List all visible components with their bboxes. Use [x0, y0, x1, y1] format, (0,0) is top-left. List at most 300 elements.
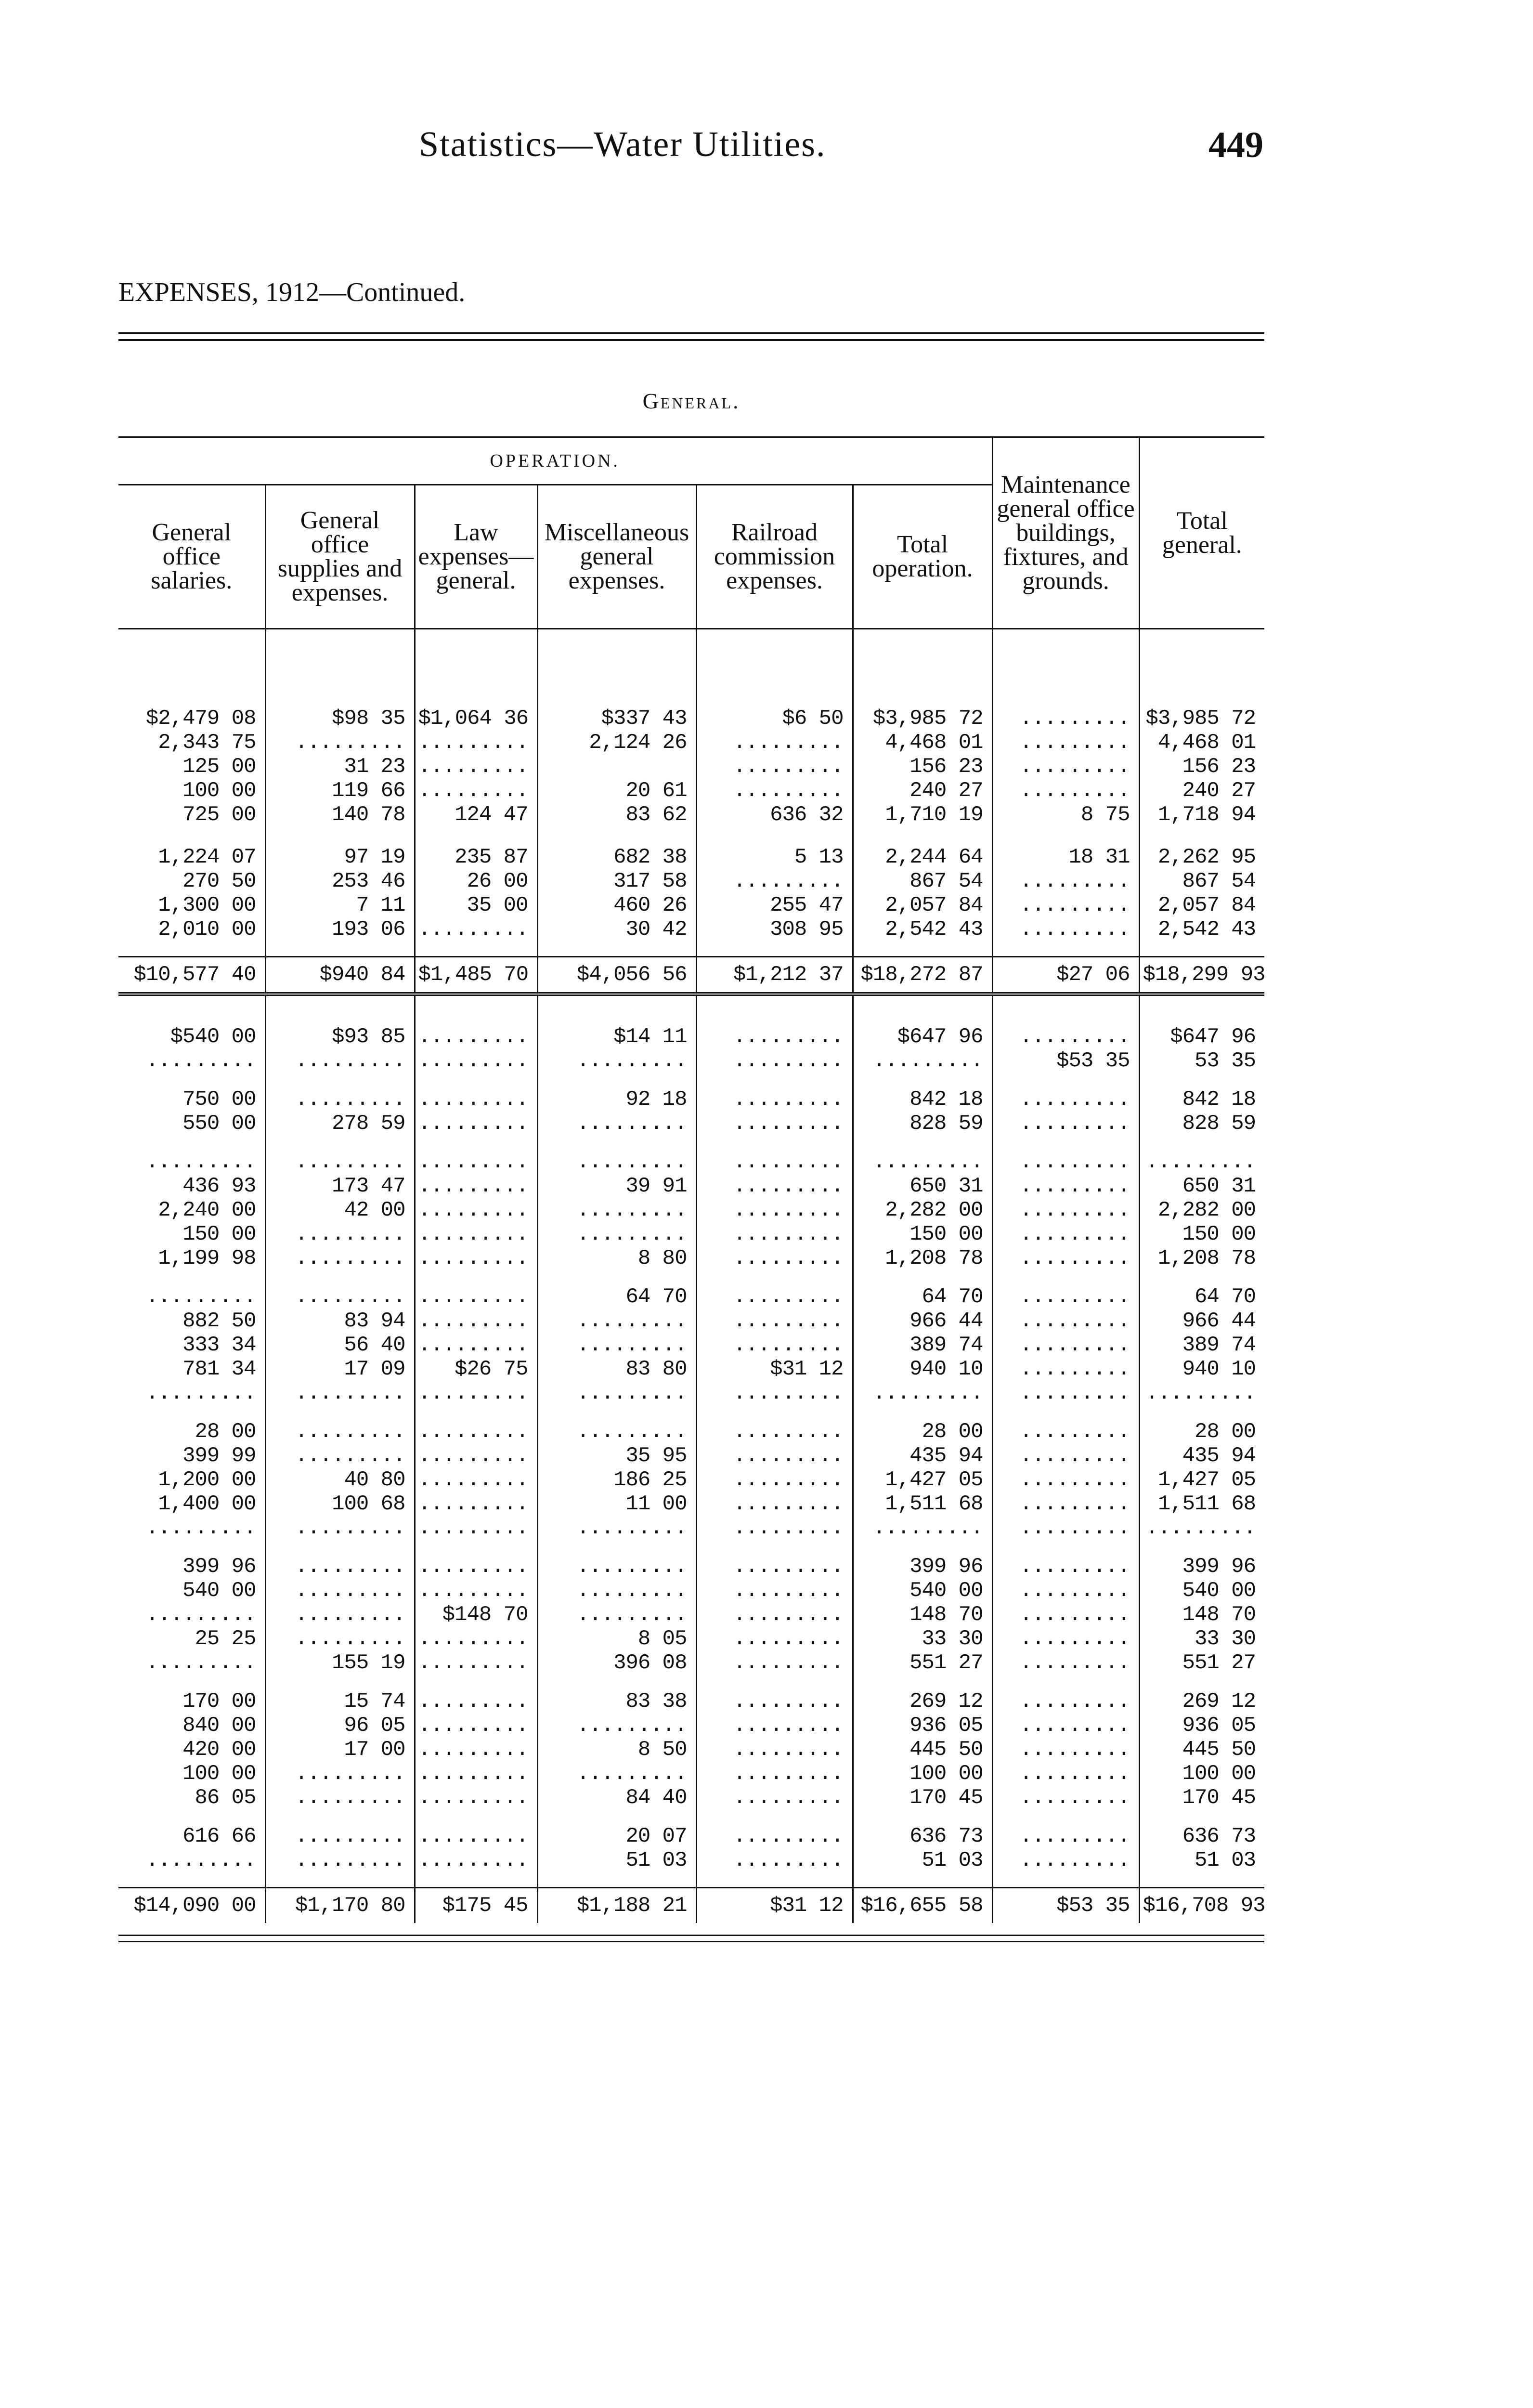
table-cell: .........	[265, 1087, 415, 1112]
table-cell: .........	[696, 1246, 853, 1270]
table-row	[118, 845, 1264, 869]
table-cell: 33 30	[1195, 1627, 1256, 1651]
table-row	[118, 1025, 1264, 1049]
table-cell: .........	[696, 1444, 853, 1468]
column-header: Railroad commission expenses.	[696, 485, 853, 629]
table-cell: 20 07	[537, 1824, 696, 1848]
table-cell: .........	[537, 1555, 696, 1579]
table-cell: .........	[696, 1087, 853, 1112]
table-row	[118, 755, 1264, 779]
table-cell: .........	[265, 1786, 415, 1810]
table-cell: $175 45	[415, 1888, 537, 1924]
table-cell: .........	[415, 1381, 537, 1405]
table-cell: .........	[992, 1333, 1139, 1357]
table-cell: 940 10	[853, 1357, 992, 1381]
table-cell: 682 38	[537, 845, 696, 869]
table-cell: 1,400 00	[118, 1492, 265, 1516]
column-header: Total general.	[1139, 437, 1264, 629]
expenses-table-wrapper	[118, 366, 1264, 1923]
table-cell: 1,224 07	[118, 845, 265, 869]
table-cell: 31 23	[265, 755, 415, 779]
table-cell: 64 70	[853, 1285, 992, 1309]
table-cell: .........	[118, 1603, 265, 1627]
table-cell: .........	[992, 1222, 1139, 1246]
table-cell: 186 25	[537, 1468, 696, 1492]
table-cell: $3,985 72	[1145, 707, 1256, 731]
table-cell: 92 18	[537, 1087, 696, 1112]
table-cell: .........	[415, 1516, 537, 1540]
table-cell: .........	[992, 731, 1139, 755]
table-row	[118, 779, 1264, 803]
table-cell: .........	[537, 1333, 696, 1357]
table-cell: 17 09	[265, 1357, 415, 1381]
table-cell: 540 00	[853, 1579, 992, 1603]
table-cell: .........	[992, 1555, 1139, 1579]
table-cell: 966 44	[1182, 1309, 1256, 1333]
table-cell: .........	[992, 1444, 1139, 1468]
caption-rule-top	[118, 332, 1264, 334]
table-cell: .........	[118, 1049, 265, 1073]
table-cell: .........	[537, 1222, 696, 1246]
table-cell: 170 00	[118, 1689, 265, 1714]
table-cell: 2,542 43	[853, 917, 992, 942]
table-cell: $53 35	[992, 1888, 1139, 1924]
table-row	[118, 1198, 1264, 1222]
table-cell: 51 03	[1195, 1848, 1256, 1872]
table-cell: 148 70	[1182, 1603, 1256, 1627]
table-cell: 124 47	[415, 803, 537, 827]
table-cell: 399 96	[853, 1555, 992, 1579]
table-cell: .........	[696, 1786, 853, 1810]
table-cell: 650 31	[853, 1174, 992, 1198]
table-cell: .........	[1145, 1150, 1256, 1174]
table-cell: 15 74	[265, 1689, 415, 1714]
table-cell: .........	[853, 1381, 992, 1405]
table-row	[118, 1762, 1264, 1786]
table-row	[118, 1150, 1264, 1174]
table-cell: 150 00	[118, 1222, 265, 1246]
table-cell: 867 54	[1182, 869, 1256, 893]
table-row	[118, 1444, 1264, 1468]
table-cell: .........	[415, 1309, 537, 1333]
table-cell: $26 75	[415, 1357, 537, 1381]
table-cell: .........	[118, 1381, 265, 1405]
table-cell: .........	[537, 1714, 696, 1738]
table-cell: $98 35	[265, 707, 415, 731]
table-cell: .........	[696, 1420, 853, 1444]
column-header: Miscellaneous general expenses.	[537, 485, 696, 629]
table-cell: 5 13	[696, 845, 853, 869]
table-cell: 83 38	[537, 1689, 696, 1714]
table-cell: 35 95	[537, 1444, 696, 1468]
table-cell: .........	[415, 1738, 537, 1762]
table-cell: 35 00	[415, 893, 537, 917]
table-row	[118, 1420, 1264, 1444]
table-cell: .........	[415, 1651, 537, 1675]
table-cell: .........	[415, 1689, 537, 1714]
table-row	[118, 1246, 1264, 1270]
table-cell: 1,208 78	[853, 1246, 992, 1270]
table-cell: 636 32	[696, 803, 853, 827]
section-heading: General.	[118, 366, 1264, 437]
table-cell: .........	[696, 779, 853, 803]
table-cell: .........	[696, 1468, 853, 1492]
table-cell: .........	[696, 1714, 853, 1738]
table-cell: 100 00	[118, 1762, 265, 1786]
table-cell: 540 00	[1182, 1579, 1256, 1603]
table-cell: 2,010 00	[118, 917, 265, 942]
table-cell: 936 05	[853, 1714, 992, 1738]
table-cell: .........	[415, 1579, 537, 1603]
table-cell: 781 34	[118, 1357, 265, 1381]
table-cell: $3,985 72	[853, 707, 992, 731]
table-cell: .........	[265, 1603, 415, 1627]
table-cell: .........	[265, 1824, 415, 1848]
table-cell: .........	[265, 1848, 415, 1872]
table-row	[118, 1285, 1264, 1309]
column-header: General office supplies and expenses.	[265, 485, 415, 629]
table-cell: 551 27	[853, 1651, 992, 1675]
table-cell: $2,479 08	[118, 707, 265, 731]
table-cell: .........	[537, 1603, 696, 1627]
table-cell: $647 96	[1170, 1025, 1256, 1049]
table-cell: .........	[696, 1579, 853, 1603]
table-cell: .........	[696, 1603, 853, 1627]
table-row	[118, 803, 1264, 827]
running-title: Statistics—Water Utilities.	[419, 125, 826, 164]
table-cell: 317 58	[537, 869, 696, 893]
table-cell: .........	[537, 1049, 696, 1073]
table-cell: .........	[853, 1516, 992, 1540]
table-row	[118, 1651, 1264, 1675]
table-cell: .........	[696, 1381, 853, 1405]
table-cell: $31 12	[696, 1357, 853, 1381]
table-cell: $31 12	[696, 1888, 853, 1924]
table-cell: 2,343 75	[118, 731, 265, 755]
table-cell: 28 00	[118, 1420, 265, 1444]
table-cell: .........	[415, 1444, 537, 1468]
table-cell: 269 12	[1182, 1689, 1256, 1714]
table-cell: 1,718 94	[1157, 803, 1256, 827]
table-cell: 1,208 78	[1157, 1246, 1256, 1270]
table-row	[118, 1689, 1264, 1714]
table-row	[118, 1222, 1264, 1246]
table-cell: 828 59	[853, 1112, 992, 1136]
table-cell: .........	[415, 779, 537, 803]
table-cell: 460 26	[537, 893, 696, 917]
table-cell: .........	[992, 1603, 1139, 1627]
table-cell: 170 45	[853, 1786, 992, 1810]
table-body	[118, 629, 1264, 1924]
page-header	[0, 124, 1533, 177]
table-cell: 25 25	[118, 1627, 265, 1651]
table-cell: .........	[992, 893, 1139, 917]
table-cell: 4,468 01	[853, 731, 992, 755]
table-caption: EXPENSES, 1912—Continued.	[118, 277, 466, 307]
table-cell: 445 50	[853, 1738, 992, 1762]
table-cell: .........	[415, 1174, 537, 1198]
table-cell: 636 73	[1182, 1824, 1256, 1848]
table-cell: 550 00	[118, 1112, 265, 1136]
table-cell: .........	[118, 1848, 265, 1872]
table-cell: 20 61	[537, 779, 696, 803]
table-row	[118, 1174, 1264, 1198]
table-cell: .........	[265, 1627, 415, 1651]
table-cell: 253 46	[265, 869, 415, 893]
table-cell: 84 40	[537, 1786, 696, 1810]
table-cell: 86 05	[118, 1786, 265, 1810]
table-cell: .........	[696, 1222, 853, 1246]
table-cell: .........	[1145, 1381, 1256, 1405]
table-cell: 240 27	[853, 779, 992, 803]
table-cell: .........	[537, 1579, 696, 1603]
table-cell: 42 00	[265, 1198, 415, 1222]
table-cell: .........	[992, 1468, 1139, 1492]
table-cell: 867 54	[853, 869, 992, 893]
table-cell: .........	[265, 1516, 415, 1540]
table-cell: $4,056 56	[537, 957, 696, 995]
table-cell: 170 45	[1182, 1786, 1256, 1810]
table-cell: .........	[992, 1420, 1139, 1444]
table-cell: .........	[265, 1555, 415, 1579]
table-cell: .........	[265, 1150, 415, 1174]
table-cell: 278 59	[265, 1112, 415, 1136]
table-cell: 56 40	[265, 1333, 415, 1357]
table-cell: 28 00	[1195, 1420, 1256, 1444]
table-cell: .........	[696, 1285, 853, 1309]
table-row	[118, 1555, 1264, 1579]
spacer-row	[118, 1136, 1264, 1150]
table-cell: .........	[415, 1848, 537, 1872]
table-cell: .........	[992, 1150, 1139, 1174]
table-cell: .........	[265, 1579, 415, 1603]
table-cell: $540 00	[118, 1025, 265, 1049]
table-cell: .........	[992, 1738, 1139, 1762]
table-cell: 420 00	[118, 1738, 265, 1762]
table-cell: .........	[118, 1651, 265, 1675]
table-cell: 2,124 26	[537, 731, 696, 755]
table-cell: $18,299 93	[1139, 957, 1264, 995]
spacer-row	[118, 1872, 1264, 1888]
table-cell: .........	[265, 1049, 415, 1073]
table-cell: .........	[696, 1848, 853, 1872]
table-cell: .........	[415, 917, 537, 942]
table-row	[118, 1824, 1264, 1848]
table-cell: 1,300 00	[118, 893, 265, 917]
table-cell: 97 19	[265, 845, 415, 869]
table-cell: 551 27	[1182, 1651, 1256, 1675]
table-cell: .........	[415, 1714, 537, 1738]
table-cell: .........	[696, 1762, 853, 1786]
table-cell: .........	[992, 1714, 1139, 1738]
table-cell: $27 06	[992, 957, 1139, 995]
table-cell: .........	[415, 1333, 537, 1357]
table-cell: .........	[696, 1492, 853, 1516]
table-cell: 140 78	[265, 803, 415, 827]
caption-rule-bottom	[118, 339, 1264, 341]
table-cell: .........	[415, 1150, 537, 1174]
table-cell: .........	[992, 1689, 1139, 1714]
table-cell: $93 85	[265, 1025, 415, 1049]
table-cell: 255 47	[696, 893, 853, 917]
table-cell: .........	[696, 1049, 853, 1073]
table-cell: $148 70	[415, 1603, 537, 1627]
table-cell: 270 50	[118, 869, 265, 893]
total-row	[118, 957, 1264, 995]
table-cell: .........	[696, 755, 853, 779]
table-cell: .........	[992, 1309, 1139, 1333]
table-cell: .........	[992, 1025, 1139, 1049]
table-cell: 2,057 84	[1157, 893, 1256, 917]
table-cell: .........	[265, 731, 415, 755]
table-cell: .........	[265, 1285, 415, 1309]
table-row	[118, 1492, 1264, 1516]
table-cell: .........	[415, 1786, 537, 1810]
table-cell: .........	[992, 869, 1139, 893]
table-cell: 119 66	[265, 779, 415, 803]
table-row	[118, 1603, 1264, 1627]
table-cell: .........	[992, 1087, 1139, 1112]
table-cell: 435 94	[1182, 1444, 1256, 1468]
table-cell: .........	[992, 1492, 1139, 1516]
table-cell: .........	[265, 1222, 415, 1246]
table-cell: 64 70	[1195, 1285, 1256, 1309]
table-cell: .........	[992, 1285, 1139, 1309]
table-cell: .........	[696, 1627, 853, 1651]
table-cell: 83 80	[537, 1357, 696, 1381]
table-cell: 399 99	[118, 1444, 265, 1468]
table-cell: .........	[696, 1651, 853, 1675]
table-cell: 125 00	[118, 755, 265, 779]
table-cell: 2,244 64	[853, 845, 992, 869]
table-cell: .........	[696, 1516, 853, 1540]
table-cell: .........	[415, 1025, 537, 1049]
table-cell: $337 43	[537, 707, 696, 731]
table-cell: .........	[696, 1025, 853, 1049]
table-cell: 1,427 05	[1157, 1468, 1256, 1492]
table-cell: 882 50	[118, 1309, 265, 1333]
table-cell: 156 23	[1182, 755, 1256, 779]
table-cell: $14 11	[537, 1025, 696, 1049]
table-cell: .........	[696, 1824, 853, 1848]
table-cell: .........	[696, 1689, 853, 1714]
table-cell: 842 18	[853, 1087, 992, 1112]
table-cell: .........	[992, 1762, 1139, 1786]
table-cell: .........	[265, 1444, 415, 1468]
table-cell: .........	[265, 1420, 415, 1444]
table-cell: 8 50	[537, 1738, 696, 1762]
table-cell: .........	[415, 1492, 537, 1516]
table-cell: 1,427 05	[853, 1468, 992, 1492]
bottom-rule	[118, 1935, 1264, 1942]
table-cell: .........	[265, 1762, 415, 1786]
table-cell: 40 80	[265, 1468, 415, 1492]
spacer-row	[118, 1405, 1264, 1420]
table-cell: 940 10	[1182, 1357, 1256, 1381]
table-cell: 396 08	[537, 1651, 696, 1675]
table-cell: .........	[415, 755, 537, 779]
table-cell: .........	[265, 1246, 415, 1270]
table-cell: 39 91	[537, 1174, 696, 1198]
table-cell: 399 96	[1182, 1555, 1256, 1579]
spacer-row	[118, 629, 1264, 707]
table-cell: 7 11	[265, 893, 415, 917]
table-cell: .........	[537, 1150, 696, 1174]
table-cell: 150 00	[853, 1222, 992, 1246]
table-cell: 399 96	[118, 1555, 265, 1579]
table-cell: .........	[992, 1112, 1139, 1136]
table-cell: 540 00	[118, 1579, 265, 1603]
table-cell: .........	[696, 1174, 853, 1198]
table-cell: 1,199 98	[118, 1246, 265, 1270]
column-header: Total operation.	[853, 485, 992, 629]
table-cell: .........	[992, 1651, 1139, 1675]
table-cell: .........	[853, 1150, 992, 1174]
table-cell: .........	[992, 1174, 1139, 1198]
table-cell: .........	[537, 1420, 696, 1444]
table-cell: .........	[118, 1516, 265, 1540]
table-cell: 8 75	[992, 803, 1139, 827]
table-cell: .........	[415, 1246, 537, 1270]
table-cell: 828 59	[1182, 1112, 1256, 1136]
table-cell: 18 31	[992, 845, 1139, 869]
table-cell: 2,057 84	[853, 893, 992, 917]
table-cell: 1,511 68	[853, 1492, 992, 1516]
table-cell: 936 05	[1182, 1714, 1256, 1738]
table-cell: 445 50	[1182, 1738, 1256, 1762]
table-cell: .........	[992, 1848, 1139, 1872]
table-cell: .........	[992, 1786, 1139, 1810]
table-cell: .........	[415, 1285, 537, 1309]
table-row	[118, 1381, 1264, 1405]
spacer-row	[118, 1540, 1264, 1555]
table-cell: 51 03	[537, 1848, 696, 1872]
table-cell: 389 74	[1182, 1333, 1256, 1357]
table-cell: .........	[537, 1516, 696, 1540]
spacer-row	[118, 942, 1264, 957]
spacer-row	[118, 1810, 1264, 1824]
table-cell: 2,240 00	[118, 1198, 265, 1222]
table-cell: 750 00	[118, 1087, 265, 1112]
table-cell: 389 74	[853, 1333, 992, 1357]
table-cell: 616 66	[118, 1824, 265, 1848]
table-cell: 100 00	[1182, 1762, 1256, 1786]
table-row	[118, 917, 1264, 942]
table-cell: .........	[415, 1087, 537, 1112]
table-cell: .........	[992, 1579, 1139, 1603]
table-cell: 17 00	[265, 1738, 415, 1762]
table-cell: 100 00	[853, 1762, 992, 1786]
table-cell: .........	[992, 1246, 1139, 1270]
table-cell: .........	[696, 1198, 853, 1222]
table-cell: 11 00	[537, 1492, 696, 1516]
table-cell: 1,511 68	[1157, 1492, 1256, 1516]
table-cell	[537, 755, 696, 779]
table-cell: .........	[696, 1738, 853, 1762]
table-cell: 33 30	[853, 1627, 992, 1651]
table-cell: .........	[696, 1555, 853, 1579]
table-cell: .........	[537, 1198, 696, 1222]
table-cell: .........	[992, 707, 1139, 731]
table-cell: .........	[415, 1762, 537, 1786]
table-cell: $1,064 36	[415, 707, 537, 731]
table-cell: 100 68	[265, 1492, 415, 1516]
table-cell: .........	[537, 1112, 696, 1136]
spacer-row	[118, 827, 1264, 845]
table-cell: 435 94	[853, 1444, 992, 1468]
table-cell: 150 00	[1182, 1222, 1256, 1246]
table-cell: .........	[992, 917, 1139, 942]
